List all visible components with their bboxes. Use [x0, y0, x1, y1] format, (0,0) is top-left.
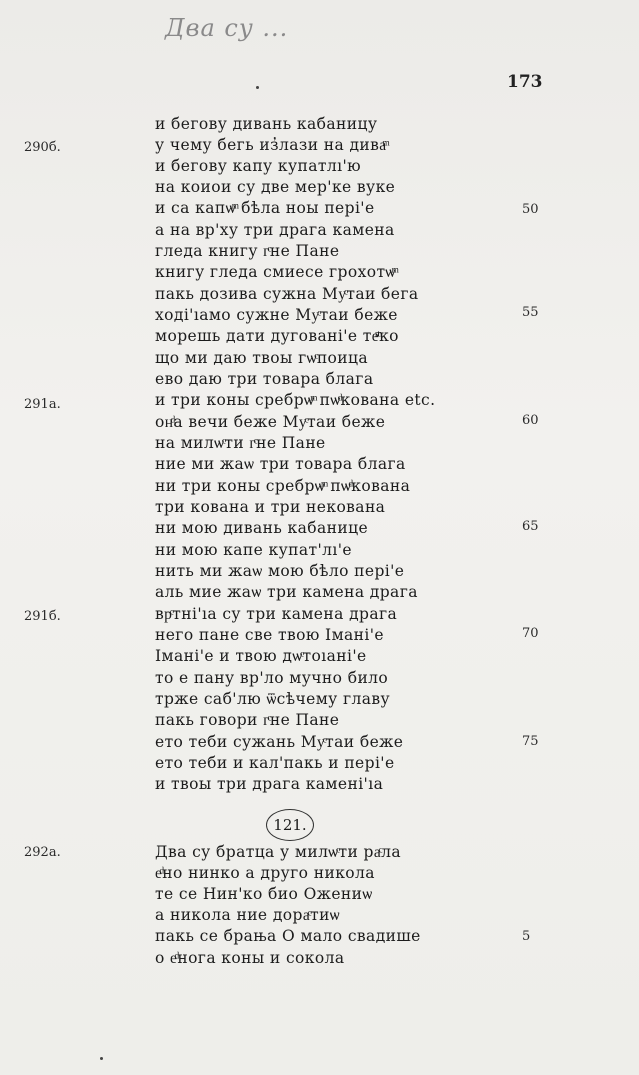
verse-line: аль мие жаѡ три камена драга — [155, 583, 418, 601]
verse-line: врͨтні'ıа су три камена драга — [155, 605, 398, 623]
verse-line: ето теби и кал'пакь и пері'е — [155, 754, 395, 772]
verse-line: ни три коны сребрѡͫ пѡͩкована — [155, 477, 411, 495]
verse-line: и са капѡͫ бѣла ноы пері'е — [155, 199, 375, 217]
verse-line: ние ми жаѡ три товара блага — [155, 455, 406, 473]
verse-line: трже саб'лю ѿсѣчему главу — [155, 690, 391, 708]
verse-line: ни мою капе купат'лı'е — [155, 541, 353, 559]
verse-line: и твоы три драга камені'ıа — [155, 775, 384, 793]
folio-mark: 291а. — [24, 397, 61, 412]
verse-line: те се Нин'ко био Ожениѡ — [155, 885, 373, 903]
speck-mark — [256, 86, 259, 89]
line-number: 60 — [522, 413, 539, 428]
verse-line: пакь се брања О мало свадише — [155, 927, 421, 945]
verse-line: а на вр'ху три драга камена — [155, 221, 395, 239]
handwritten-note: Два су ... — [165, 14, 289, 42]
speck-mark — [100, 1057, 103, 1060]
verse-line: пакь говори гͨне Пане — [155, 711, 340, 729]
line-number: 75 — [522, 734, 539, 749]
folio-mark: 290б. — [24, 140, 61, 155]
verse-line: то е пану вр'ло мучно било — [155, 669, 389, 687]
verse-line: морешь дати дуговані'е теͭͫко — [155, 327, 399, 345]
verse-line: на милѡͨти гͨне Пане — [155, 434, 326, 452]
verse-line: книгу гледа смиесе грохотѡͫ — [155, 263, 396, 281]
verse-line: нить ми жаѡ мою бѣло пері'е — [155, 562, 405, 580]
line-number: 70 — [522, 626, 539, 641]
verse-line: ході'ıамо сужне Муͨтаи беже — [155, 306, 398, 324]
verse-line: три кована и три некована — [155, 498, 386, 516]
verse-line: и бегову капу купатлı'ю — [155, 157, 362, 175]
verse-line: и три коны сребрѡͫ пѡͩкована etc. — [155, 391, 436, 409]
verse-line: а никола ние дораͨтиѡ — [155, 906, 341, 924]
verse-line: пакь дозива сужна Муͨтаи бега — [155, 285, 419, 303]
section-number-circled: 121. — [266, 809, 314, 841]
verse-line: Імані'е и твою дѡͨтоıані'е — [155, 647, 367, 665]
line-number: 50 — [522, 202, 539, 217]
verse-line: ето теби сужань Муͨтаи беже — [155, 733, 404, 751]
verse-line: онͩа вечи беже Муͨтаи беже — [155, 413, 386, 431]
verse-line: ево даю три товара блага — [155, 370, 374, 388]
verse-line: и бегову дивань кабаницу — [155, 115, 378, 133]
folio-mark: 292а. — [24, 845, 61, 860]
verse-line: о еͩнога коны и сокола — [155, 949, 345, 967]
line-number: 55 — [522, 305, 539, 320]
verse-line: на коиои су две мер'ке вуке — [155, 178, 396, 196]
verse-line: него пане све твою Імані'е — [155, 626, 384, 644]
verse-line: еͩно нинко а друго никола — [155, 864, 375, 882]
verse-line: що ми даю твоы гѡͨпоица — [155, 349, 369, 367]
line-number: 5 — [522, 929, 531, 944]
line-number: 65 — [522, 519, 539, 534]
verse-line: Два су братца у милѡͨти раͨла — [155, 843, 402, 861]
page-number: 173 — [507, 72, 543, 92]
folio-mark: 291б. — [24, 609, 61, 624]
verse-line: гледа книгу гͨне Пане — [155, 242, 340, 260]
verse-line: ни мою дивань кабанице — [155, 519, 369, 537]
verse-line: у чему бегь из̓лази на диваͫ — [155, 136, 387, 154]
